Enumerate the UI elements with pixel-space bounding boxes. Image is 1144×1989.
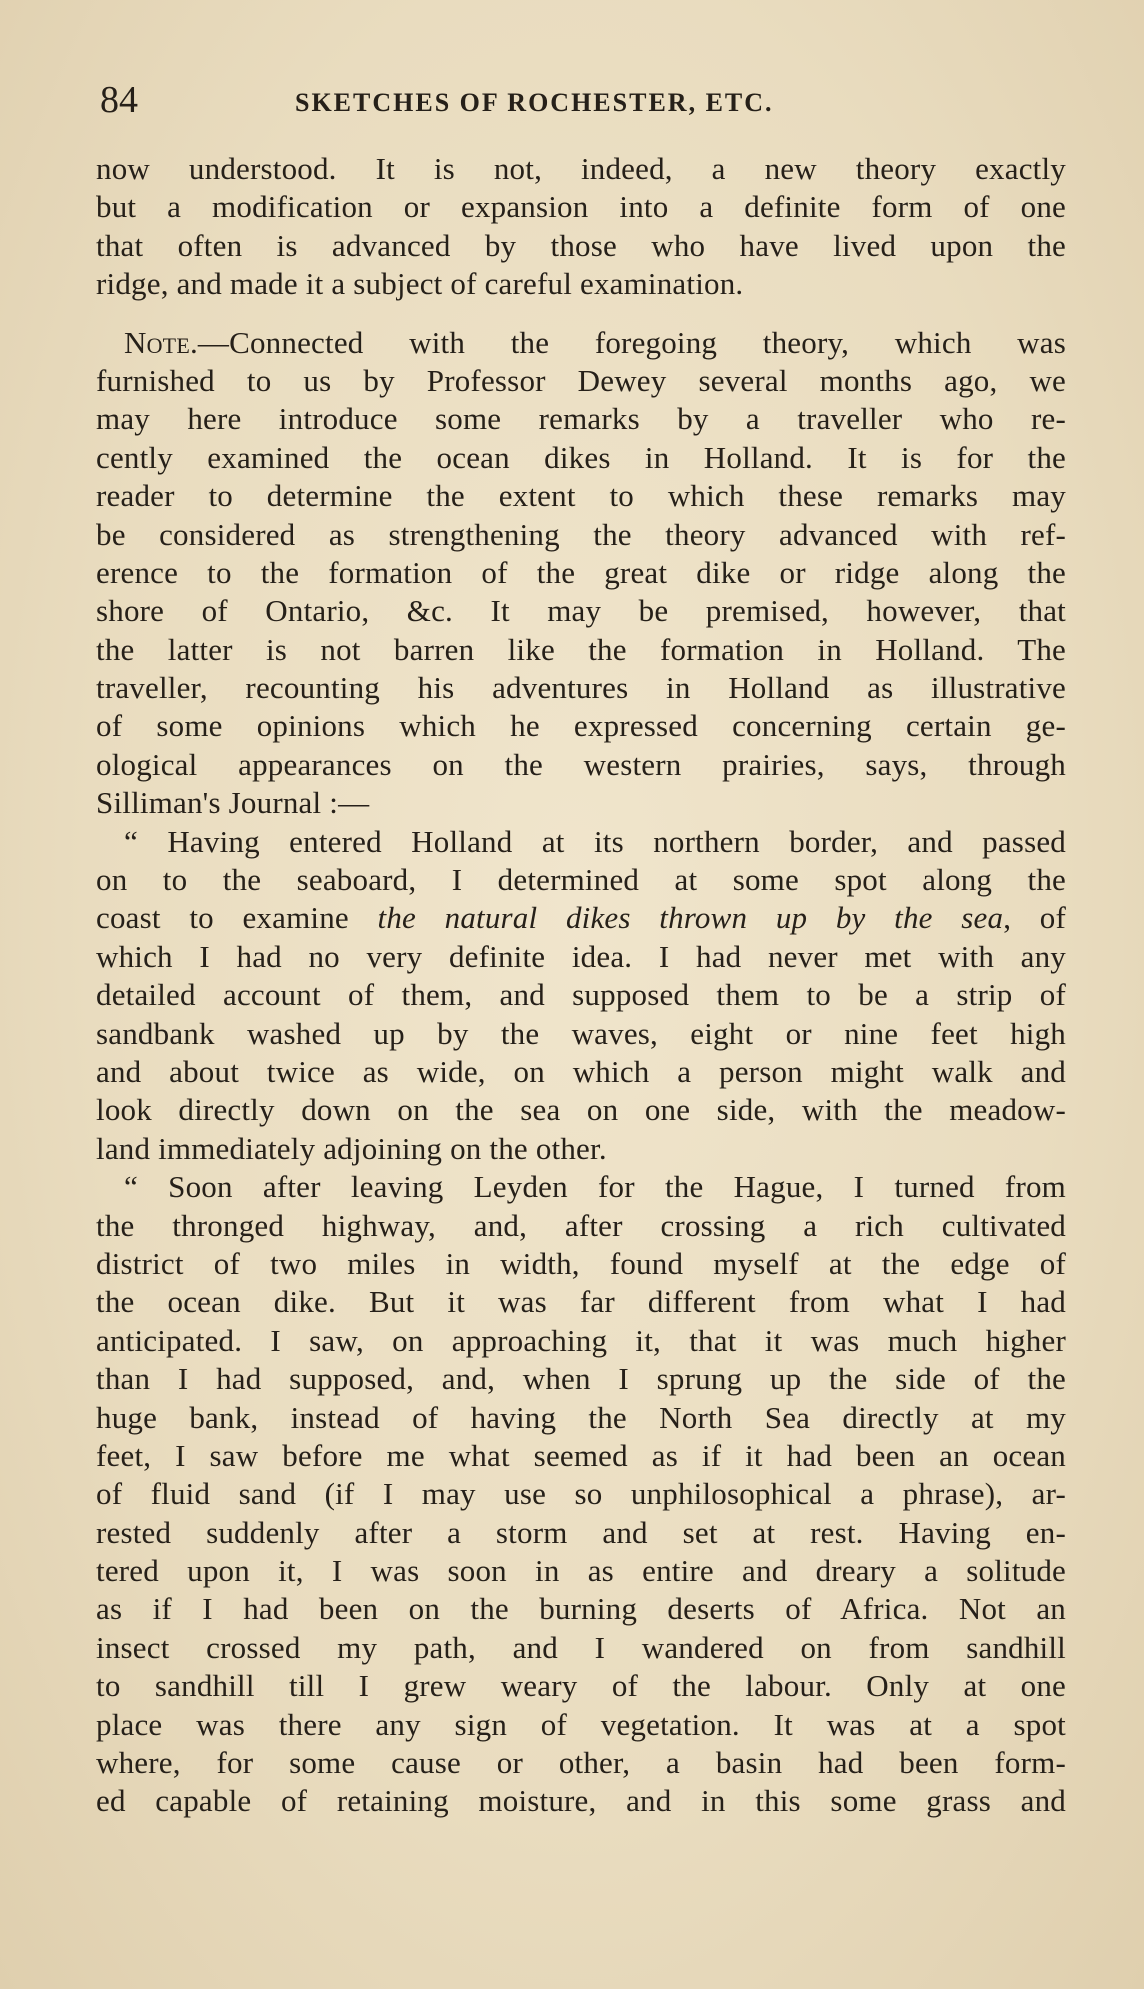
text-line: than I had supposed, and, when I sprung up the side of the xyxy=(96,1361,1066,1397)
text-line: to sandhill till I grew weary of the labour. Only at one xyxy=(96,1668,1066,1704)
text-line: feet, I saw before me what seemed as if it had been an ocean xyxy=(96,1437,1066,1473)
text-line: ed capable of retaining moisture, and in this some grass and xyxy=(96,1783,1066,1819)
text-line: of some opinions which he expressed concerning certain ge- xyxy=(96,708,1066,744)
text-line: rested suddenly after a storm and set at rest. Having en- xyxy=(96,1514,1066,1550)
note-first-line xyxy=(96,324,1066,362)
text-line: furnished to us by Professor Dewey several months ago, we xyxy=(96,362,1066,398)
text-line: that often is advanced by those who have lived upon the xyxy=(96,227,1066,263)
text-line: “ Soon after leaving Leyden for the Hague, I turned from xyxy=(124,1169,1066,1205)
note-paragraph xyxy=(96,324,1066,823)
text-line: reader to determine the extent to which these remarks may xyxy=(96,478,1066,514)
page-header xyxy=(100,78,1065,138)
text-line: be considered as strengthening the theory advanced with ref- xyxy=(96,516,1066,552)
text-line: detailed account of them, and supposed them to be a strip of xyxy=(96,977,1066,1013)
text-line: huge bank, instead of having the North Sea directly at my xyxy=(96,1399,1066,1435)
text-line: land immediately adjoining on the other. xyxy=(96,1130,607,1166)
text-line: of fluid sand (if I may use so unphilosophical a phrase), ar- xyxy=(96,1476,1066,1512)
text-line: insect crossed my path, and I wandered on from sandhill xyxy=(96,1629,1066,1665)
quote-paragraph-2 xyxy=(96,1168,1066,1821)
text-line: look directly down on the sea on one side, with the meadow- xyxy=(96,1092,1066,1128)
text-line: now understood. It is not, indeed, a new theory exactly xyxy=(96,151,1066,186)
text-line: place was there any sign of vegetation. It was at a spot xyxy=(96,1706,1066,1742)
text-line: “ Having entered Holland at its northern border, and passed xyxy=(124,823,1066,859)
text-line: tered upon it, I was soon in as entire and dreary a solitude xyxy=(96,1553,1066,1589)
text-line: but a modification or expansion into a definite form of one xyxy=(96,189,1066,225)
text-line: shore of Ontario, &c. It may be premised, however, that xyxy=(96,593,1066,629)
text-line: Silliman's Journal :— xyxy=(96,785,370,821)
text-line: ridge, and made it a subject of careful examination. xyxy=(96,266,744,302)
quote-paragraph-1 xyxy=(96,823,1066,1169)
text-line: sandbank washed up by the waves, eight or nine feet high xyxy=(96,1015,1066,1051)
text-fragment: coast to examine xyxy=(96,900,378,936)
text-line: traveller, recounting his adventures in Holland as illustrative xyxy=(96,670,1066,706)
text-line: as if I had been on the burning deserts of Africa. Not an xyxy=(96,1591,1066,1627)
text-line: and about twice as wide, on which a person might walk and xyxy=(96,1053,1066,1089)
text-line: where, for some cause or other, a basin had been form- xyxy=(96,1745,1066,1781)
running-head: SKETCHES OF ROCHESTER, ETC. xyxy=(295,88,774,117)
body-text xyxy=(96,150,1066,1821)
text-line: ological appearances on the western prairies, says, through xyxy=(96,746,1066,782)
text-line: which I had no very definite idea. I had never met with any xyxy=(96,938,1066,974)
text-line: erence to the formation of the great dike or ridge along the xyxy=(96,554,1066,590)
text-line: may here introduce some remarks by a traveller who re- xyxy=(96,401,1066,437)
text-line-with-italic xyxy=(96,899,1066,937)
text-line: the thronged highway, and, after crossing a rich cultivated xyxy=(96,1207,1066,1243)
text-line: the latter is not barren like the formation in Holland. The xyxy=(96,631,1066,667)
page-number: 84 xyxy=(100,79,138,121)
continuation-paragraph xyxy=(96,150,1066,304)
text-fragment: , of xyxy=(1003,900,1066,936)
text-line: district of two miles in width, found myself at the edge of xyxy=(96,1245,1066,1281)
text-line: cently examined the ocean dikes in Holland. It is for the xyxy=(96,439,1066,475)
text-line: anticipated. I saw, on approaching it, that it was much higher xyxy=(96,1322,1066,1358)
note-label: Note. xyxy=(124,324,198,360)
note-first-line-text: —Connected with the foregoing theory, which was xyxy=(197,324,1066,360)
italic-phrase: the natural dikes thrown up by the sea xyxy=(377,900,1004,936)
text-line: the ocean dike. But it was far different from what I had xyxy=(96,1284,1066,1320)
text-line: on to the seaboard, I determined at some spot along the xyxy=(96,862,1066,898)
